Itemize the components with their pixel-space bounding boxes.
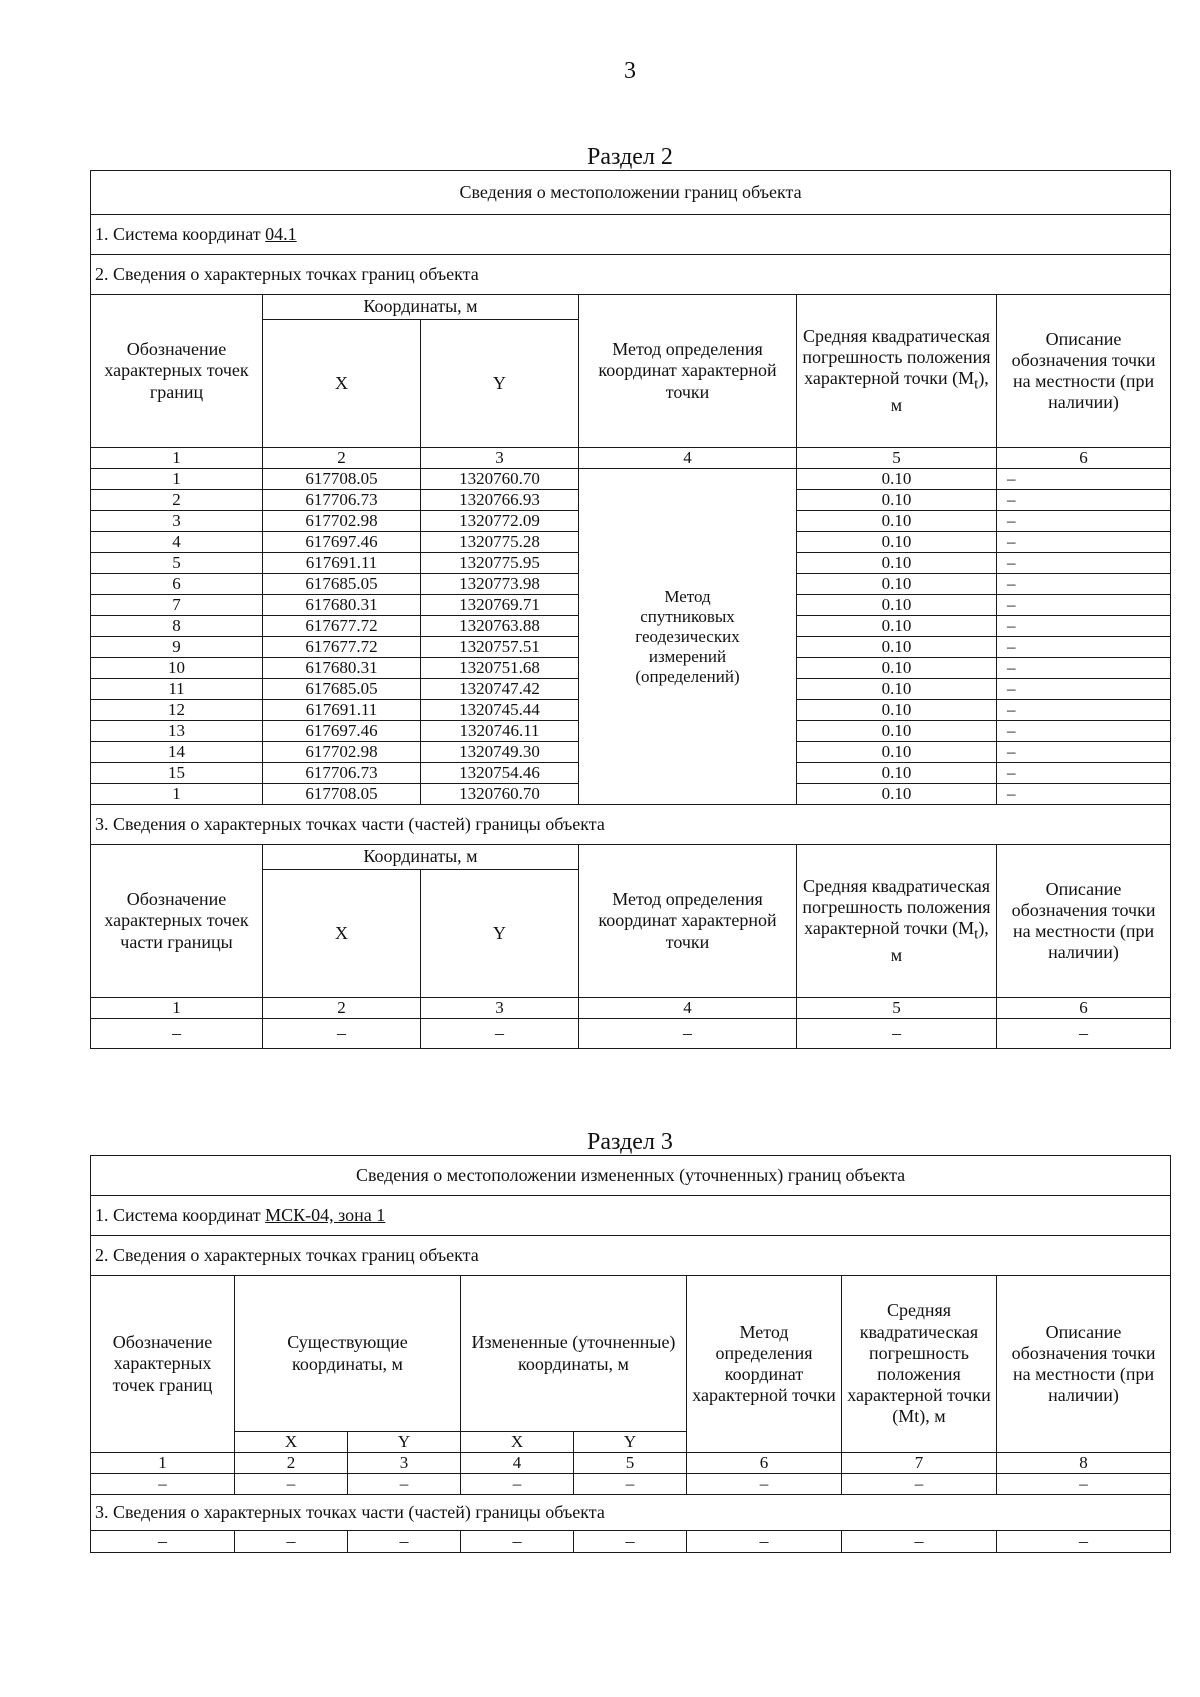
point-x: 617680.31 (263, 595, 421, 616)
point-number: 13 (91, 721, 263, 742)
point-y: 1320773.98 (421, 574, 579, 595)
point-number: 8 (91, 616, 263, 637)
page-number: 3 (624, 58, 636, 84)
point-x: 617702.98 (263, 742, 421, 763)
column-number: 6 (687, 1453, 842, 1474)
point-y: 1320772.09 (421, 511, 579, 532)
parts-col-error-end: ), м (890, 918, 989, 965)
column-number: 7 (842, 1453, 997, 1474)
point-error: 0.10 (797, 784, 997, 805)
empty-cell: – (461, 1474, 574, 1495)
s3-col-x-changed: X (461, 1432, 574, 1453)
col-x-header: X (263, 320, 421, 448)
point-y: 1320760.70 (421, 784, 579, 805)
empty-cell: – (263, 1019, 421, 1049)
coord-system-row (91, 215, 1171, 255)
empty-cell: – (797, 1019, 997, 1049)
point-number: 9 (91, 637, 263, 658)
empty-cell: – (421, 1019, 579, 1049)
s3-col-y-changed: Y (574, 1432, 687, 1453)
s3-col-error-header: Средняя квадратическая погрешность положения характерной точки (Mt), м (842, 1276, 997, 1453)
point-error: 0.10 (797, 637, 997, 658)
s3-col-y-existing: Y (348, 1432, 461, 1453)
point-number: 5 (91, 553, 263, 574)
empty-cell: – (461, 1531, 574, 1553)
empty-cell: – (574, 1531, 687, 1553)
point-description: – (997, 511, 1171, 532)
point-y: 1320754.46 (421, 763, 579, 784)
point-error: 0.10 (797, 511, 997, 532)
point-number: 7 (91, 595, 263, 616)
point-description: – (997, 595, 1171, 616)
section-2-table (90, 170, 1171, 1049)
point-y: 1320751.68 (421, 658, 579, 679)
empty-cell: – (997, 1019, 1171, 1049)
s3-col-desc-header: Описание обозначения точки на местности (при наличии) (997, 1276, 1171, 1453)
point-description: – (997, 616, 1171, 637)
col-desc-header: Описание обозначения точки на местности (при наличии) (997, 295, 1171, 448)
empty-cell: – (348, 1474, 461, 1495)
point-x: 617708.05 (263, 784, 421, 805)
col-method-header: Метод определения координат характерной точки (579, 295, 797, 448)
point-description: – (997, 700, 1171, 721)
parts-col-error-sub: t (974, 927, 979, 944)
empty-cell: – (997, 1531, 1171, 1553)
point-x: 617697.46 (263, 532, 421, 553)
empty-cell: – (997, 1474, 1171, 1495)
column-number: 2 (263, 998, 421, 1019)
point-description: – (997, 679, 1171, 700)
points-heading: 2. Сведения о характерных точках границ объекта (91, 255, 1171, 295)
point-number: 12 (91, 700, 263, 721)
point-row (91, 469, 1171, 490)
parts-col-point-header: Обозначение характерных точек части границы (91, 845, 263, 998)
point-error: 0.10 (797, 553, 997, 574)
parts-col-y-header: Y (421, 870, 579, 998)
empty-cell: – (235, 1474, 348, 1495)
point-description: – (997, 763, 1171, 784)
column-number: 4 (579, 448, 797, 469)
point-error: 0.10 (797, 679, 997, 700)
point-number: 2 (91, 490, 263, 511)
empty-cell: – (687, 1474, 842, 1495)
parts-col-desc-header: Описание обозначения точки на местности (при наличии) (997, 845, 1171, 998)
point-y: 1320775.28 (421, 532, 579, 553)
empty-cell: – (842, 1474, 997, 1495)
point-description: – (997, 637, 1171, 658)
empty-cell: – (842, 1531, 997, 1553)
point-error: 0.10 (797, 574, 997, 595)
s3-coord-system-label: 1. Система координат (95, 1204, 261, 1225)
point-description: – (997, 532, 1171, 553)
point-description: – (997, 721, 1171, 742)
point-y: 1320749.30 (421, 742, 579, 763)
point-y: 1320769.71 (421, 595, 579, 616)
col-coords-header: Координаты, м (263, 295, 579, 320)
point-x: 617691.11 (263, 553, 421, 574)
parts-col-coords-header: Координаты, м (263, 845, 579, 870)
point-x: 617697.46 (263, 721, 421, 742)
s3-parts-heading: 3. Сведения о характерных точках части (частей) границы объекта (91, 1495, 1171, 1531)
point-y: 1320757.51 (421, 637, 579, 658)
empty-cell: – (687, 1531, 842, 1553)
column-number: 8 (997, 1453, 1171, 1474)
point-error: 0.10 (797, 721, 997, 742)
section-3-title: Раздел 3 (587, 1129, 673, 1155)
empty-cell: – (91, 1019, 263, 1049)
point-y: 1320746.11 (421, 721, 579, 742)
point-number: 3 (91, 511, 263, 532)
s3-col-point-header: Обозначение характерных точек границ (91, 1276, 235, 1453)
point-y: 1320745.44 (421, 700, 579, 721)
point-x: 617708.05 (263, 469, 421, 490)
point-error: 0.10 (797, 742, 997, 763)
point-x: 617677.72 (263, 637, 421, 658)
point-description: – (997, 658, 1171, 679)
section-2-header: Сведения о местоположении границ объекта (91, 171, 1171, 215)
section-3-header: Сведения о местоположении измененных (уточненных) границ объекта (91, 1156, 1171, 1196)
coord-system-label: 1. Система координат (95, 223, 261, 244)
column-number: 1 (91, 448, 263, 469)
column-number-row (91, 448, 1171, 469)
column-number: 5 (574, 1453, 687, 1474)
column-number: 2 (235, 1453, 348, 1474)
point-error: 0.10 (797, 469, 997, 490)
parts-column-number-row (91, 998, 1171, 1019)
empty-cell: – (91, 1531, 235, 1553)
column-number: 3 (348, 1453, 461, 1474)
point-description: – (997, 784, 1171, 805)
s3-col-existing-header: Существующие координаты, м (235, 1276, 461, 1432)
point-number: 4 (91, 532, 263, 553)
parts-empty-row (91, 1019, 1171, 1049)
point-error: 0.10 (797, 763, 997, 784)
point-description: – (997, 490, 1171, 511)
parts-col-method-header: Метод определения координат характерной точки (579, 845, 797, 998)
point-description: – (997, 574, 1171, 595)
section-2-title: Раздел 2 (587, 144, 673, 170)
col-error-end: ), м (890, 368, 989, 415)
point-error: 0.10 (797, 700, 997, 721)
parts-heading: 3. Сведения о характерных точках части (частей) границы объекта (91, 805, 1171, 845)
column-number: 6 (997, 448, 1171, 469)
empty-cell: – (574, 1474, 687, 1495)
point-error: 0.10 (797, 532, 997, 553)
point-x: 617685.05 (263, 679, 421, 700)
point-x: 617685.05 (263, 574, 421, 595)
point-x: 617706.73 (263, 763, 421, 784)
column-number: 5 (797, 448, 997, 469)
point-number: 1 (91, 784, 263, 805)
point-description: – (997, 553, 1171, 574)
col-y-header: Y (421, 320, 579, 448)
empty-cell: – (235, 1531, 348, 1553)
point-description: – (997, 469, 1171, 490)
point-number: 15 (91, 763, 263, 784)
point-x: 617691.11 (263, 700, 421, 721)
point-number: 1 (91, 469, 263, 490)
point-error: 0.10 (797, 490, 997, 511)
coord-system-value: 04.1 (265, 223, 297, 244)
point-number: 11 (91, 679, 263, 700)
s3-points-heading: 2. Сведения о характерных точках границ объекта (91, 1236, 1171, 1276)
s3-col-method-header: Метод определения координат характерной точки (687, 1276, 842, 1453)
empty-cell: – (348, 1531, 461, 1553)
column-number: 5 (797, 998, 997, 1019)
point-number: 14 (91, 742, 263, 763)
point-error: 0.10 (797, 595, 997, 616)
point-y: 1320763.88 (421, 616, 579, 637)
column-number: 2 (263, 448, 421, 469)
parts-col-x-header: X (263, 870, 421, 998)
col-error-text: Средняя квадратическая погрешность положения характерной точки (M (802, 326, 991, 389)
point-error: 0.10 (797, 616, 997, 637)
point-description: – (997, 742, 1171, 763)
point-x: 617677.72 (263, 616, 421, 637)
column-number: 1 (91, 998, 263, 1019)
point-y: 1320766.93 (421, 490, 579, 511)
column-number: 4 (579, 998, 797, 1019)
s3-coord-system-value: МСК-04, зона 1 (265, 1204, 386, 1225)
column-number: 4 (461, 1453, 574, 1474)
empty-cell: – (579, 1019, 797, 1049)
parts-col-error-text: Средняя квадратическая погрешность положения характерной точки (M (802, 876, 991, 939)
column-number: 1 (91, 1453, 235, 1474)
parts-col-error-header (797, 845, 997, 998)
column-number: 3 (421, 998, 579, 1019)
s3-column-number-row (91, 1453, 1171, 1474)
point-number: 6 (91, 574, 263, 595)
point-error: 0.10 (797, 658, 997, 679)
column-number: 3 (421, 448, 579, 469)
s3-col-x-existing: X (235, 1432, 348, 1453)
section-3-table (90, 1155, 1171, 1553)
point-y: 1320760.70 (421, 469, 579, 490)
col-error-header (797, 295, 997, 448)
column-number: 6 (997, 998, 1171, 1019)
method-cell: Метод спутниковых геодезических измерений (определений) (579, 469, 797, 805)
point-y: 1320775.95 (421, 553, 579, 574)
s3-coord-system-row (91, 1196, 1171, 1236)
points-table-body (91, 469, 1171, 805)
s3-empty-row (91, 1474, 1171, 1495)
col-error-sub: t (974, 377, 979, 394)
point-x: 617680.31 (263, 658, 421, 679)
point-y: 1320747.42 (421, 679, 579, 700)
col-point-header: Обозначение характерных точек границ (91, 295, 263, 448)
point-x: 617702.98 (263, 511, 421, 532)
s3-parts-empty-row (91, 1531, 1171, 1553)
empty-cell: – (91, 1474, 235, 1495)
point-x: 617706.73 (263, 490, 421, 511)
s3-col-changed-header: Измененные (уточненные) координаты, м (461, 1276, 687, 1432)
point-number: 10 (91, 658, 263, 679)
